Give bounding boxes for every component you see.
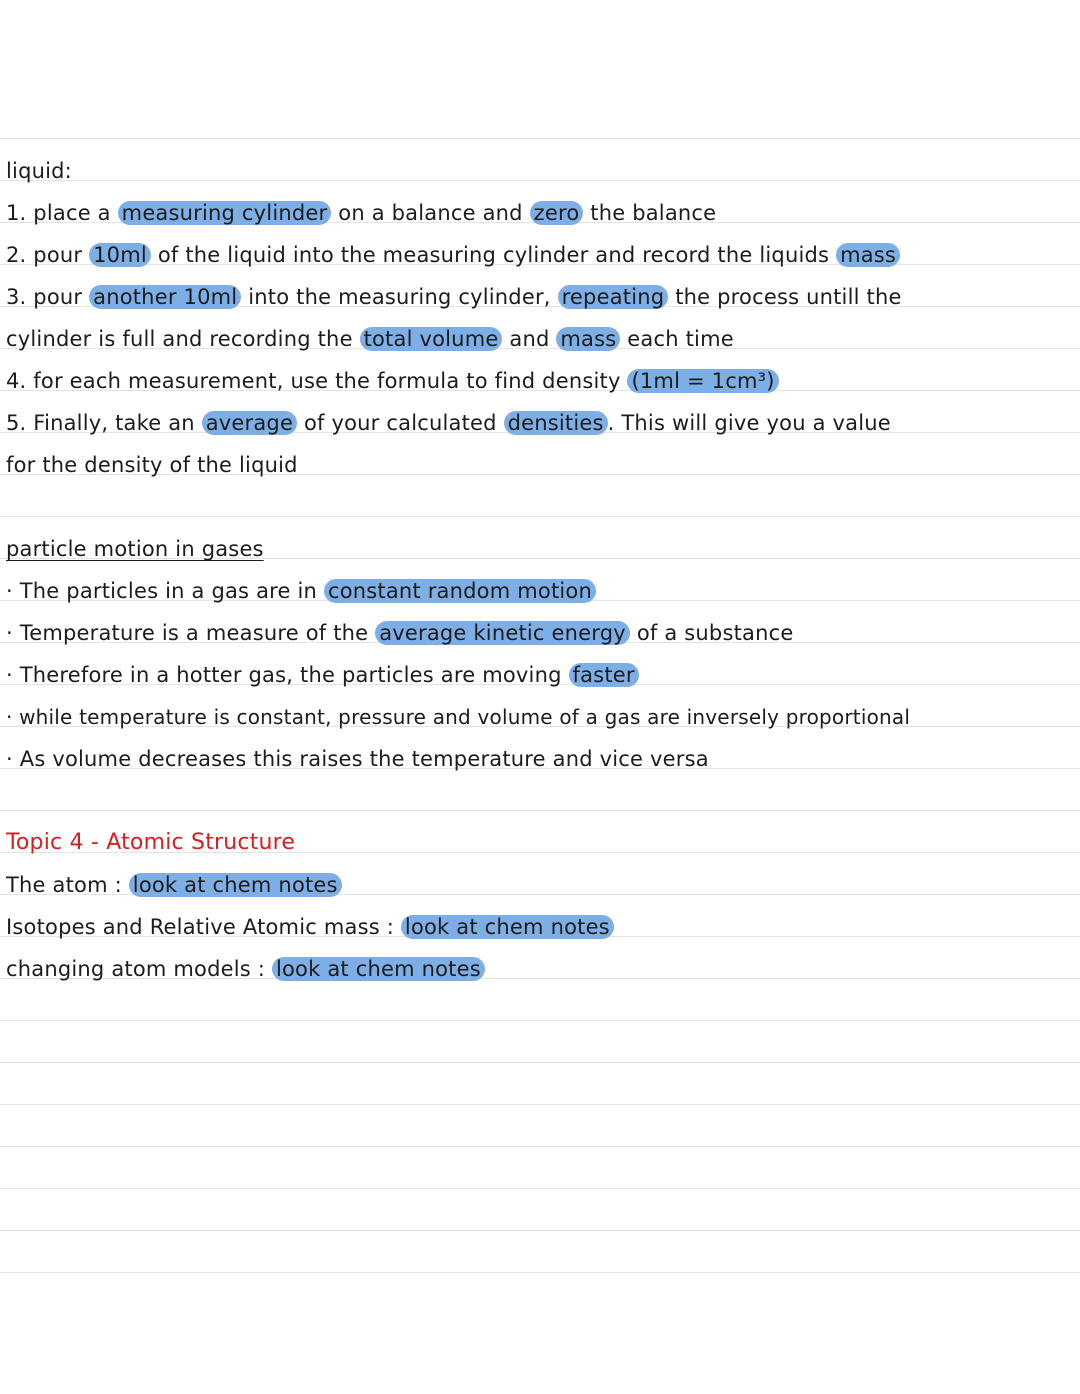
gases-bullet-1 xyxy=(6,576,1074,606)
highlight: average kinetic energy xyxy=(375,621,630,645)
topic-4-models xyxy=(6,954,1074,984)
highlight: measuring cylinder xyxy=(118,201,332,225)
text: The atom : xyxy=(6,873,122,897)
highlight: look at chem notes xyxy=(401,915,614,939)
highlight: zero xyxy=(530,201,584,225)
text: 5. Finally, take an xyxy=(6,411,195,435)
step-5-continued xyxy=(6,450,1074,480)
text: · Therefore in a hotter gas, the particles are moving xyxy=(6,663,562,687)
highlight: 10ml xyxy=(89,243,151,267)
step-3-continued xyxy=(6,324,1074,354)
text: of your calculated xyxy=(303,411,497,435)
step-1 xyxy=(6,198,1074,228)
gases-heading xyxy=(6,534,1074,564)
text: on a balance and xyxy=(338,201,523,225)
ruled-line xyxy=(0,1146,1080,1147)
highlight: repeating xyxy=(558,285,669,309)
text: the process untill the xyxy=(675,285,902,309)
highlight: look at chem notes xyxy=(129,873,342,897)
heading-text: liquid: xyxy=(6,159,72,183)
topic-4-atom xyxy=(6,870,1074,900)
highlight: densities xyxy=(504,411,608,435)
text: · As volume decreases this raises the temperature and vice versa xyxy=(6,747,709,771)
text: cylinder is full and recording the xyxy=(6,327,353,351)
ruled-line xyxy=(0,516,1080,517)
text: · Temperature is a measure of the xyxy=(6,621,369,645)
text: each time xyxy=(627,327,734,351)
highlight: average xyxy=(202,411,297,435)
gases-bullet-2 xyxy=(6,618,1074,648)
heading-text: Topic 4 - Atomic Structure xyxy=(6,830,296,855)
text: 4. for each measurement, use the formula to find density xyxy=(6,369,621,393)
ruled-line xyxy=(0,1230,1080,1231)
gases-bullet-3 xyxy=(6,660,1074,690)
text: and xyxy=(509,327,550,351)
text: of a substance xyxy=(636,621,794,645)
highlight: total volume xyxy=(360,327,503,351)
text: for the density of the liquid xyxy=(6,453,298,477)
ruled-line xyxy=(0,810,1080,811)
step-4 xyxy=(6,366,1074,396)
ruled-line xyxy=(0,1188,1080,1189)
text: of the liquid into the measuring cylinder and record the liquids xyxy=(157,243,830,267)
highlight: faster xyxy=(569,663,639,687)
ruled-line xyxy=(0,1020,1080,1021)
step-3 xyxy=(6,282,1074,312)
liquid-heading xyxy=(6,156,1074,186)
heading-text: particle motion in gases xyxy=(6,537,264,561)
gases-bullet-5 xyxy=(6,744,1074,774)
text: Isotopes and Relative Atomic mass : xyxy=(6,915,395,939)
text: . This will give you a value xyxy=(607,411,891,435)
highlight: mass xyxy=(556,327,620,351)
text: · The particles in a gas are in xyxy=(6,579,318,603)
topic-4-isotopes xyxy=(6,912,1074,942)
highlight: mass xyxy=(836,243,900,267)
ruled-line xyxy=(0,1062,1080,1063)
text: the balance xyxy=(590,201,717,225)
step-2 xyxy=(6,240,1074,270)
ruled-line xyxy=(0,138,1080,139)
text: 2. pour xyxy=(6,243,83,267)
ruled-line xyxy=(0,1104,1080,1105)
text: into the measuring cylinder, xyxy=(248,285,551,309)
highlight: another 10ml xyxy=(89,285,241,309)
text: · while temperature is constant, pressure and volume of a gas are inversely proportional xyxy=(6,705,911,729)
highlight: look at chem notes xyxy=(272,957,485,981)
text: 1. place a xyxy=(6,201,111,225)
text: 3. pour xyxy=(6,285,83,309)
step-5 xyxy=(6,408,1074,438)
highlight: constant random motion xyxy=(324,579,596,603)
highlight: (1ml = 1cm³) xyxy=(627,369,778,393)
gases-bullet-4 xyxy=(6,702,1074,732)
topic-4-heading xyxy=(6,828,1074,858)
ruled-line xyxy=(0,1272,1080,1273)
text: changing atom models : xyxy=(6,957,266,981)
